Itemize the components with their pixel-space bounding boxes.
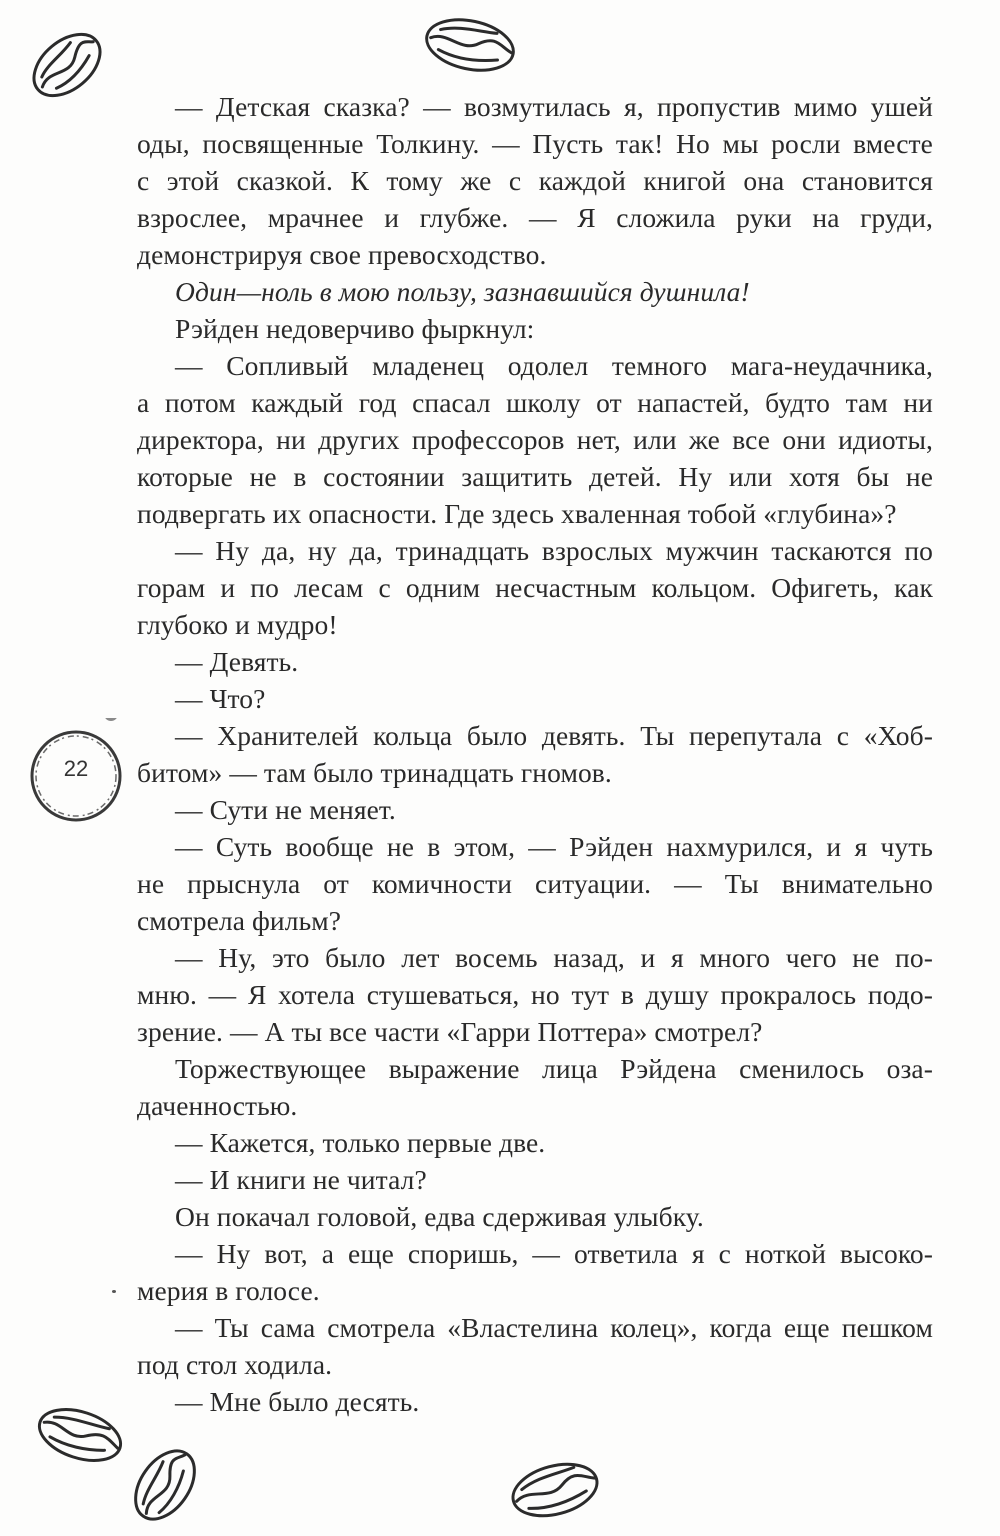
text-line: подвергать их опасности. Где здесь хваленная тобой «глубина»? [137,498,897,529]
text-line: демонстрируя свое превосходство. [137,239,547,270]
text-line: мерия в голосе. [137,1275,320,1306]
text-line: горам и по лесам с одним несчастным кольцом. Офигеть, как [137,572,933,603]
text-line: мню. — Я хотела стушеваться, но тут в душу прокралось подо- [137,979,933,1010]
text-line: — Сути не меняет. [175,794,396,825]
page-number-badge [18,718,128,828]
body-text [137,88,933,1420]
text-line: смотрела фильм? [137,905,342,936]
text-line: — Кажется, только первые две. [175,1127,546,1158]
text-line: с этой сказкой. К тому же с каждой книгой она становится [137,165,933,196]
text-line: которые не в состоянии защитить детей. Ну или хотя бы не [137,461,933,492]
text-line: — Ну вот, а еще споришь, — ответила я с ноткой высоко- [175,1238,933,1269]
text-line: Торжествующее выражение лица Рэйдена сменилось оза- [175,1053,933,1084]
coffee-bean-icon [420,10,520,80]
text-line: — Что? [175,683,266,714]
text-line: — Сопливый младенец одолел темного мага-неудачника, [175,350,933,381]
text-line: — Ну, это было лет восемь назад, и я много чего не по- [175,942,933,973]
ink-speck [112,1290,116,1293]
text-line: — Мне было десять. [175,1386,420,1417]
text-line: взрослее, мрачнее и глубже. — Я сложила руки на груди, [137,202,933,233]
text-line: Один—ноль в мою пользу, зазнавшийся душнила! [175,276,750,307]
text-line: — Ты сама смотрела «Властелина колец», когда еще пешком [175,1312,933,1343]
coffee-bean-icon [125,1440,205,1530]
text-line: Он покачал головой, едва сдерживая улыбку. [175,1201,704,1232]
text-line: — И книги не читал? [175,1164,427,1195]
text-line: даченностью. [137,1090,298,1121]
coffee-bean-icon [505,1455,605,1525]
text-line: а потом каждый год спасал школу от напастей, будто там ни [137,387,933,418]
coffee-bean-icon [22,20,112,110]
text-line: не прыснула от комичности ситуации. — Ты внимательно [137,868,933,899]
text-line: — Девять. [175,646,299,677]
text-line: — Суть вообще не в этом, — Рэйден нахмурился, и я чуть [175,831,933,862]
text-line: — Ну да, ну да, тринадцать взрослых мужчин таскаются по [175,535,933,566]
text-line: — Детская сказка? — возмутилась я, пропустив мимо ушей [175,91,933,122]
text-line: битом» — там было тринадцать гномов. [137,757,612,788]
text-line: оды, посвященные Толкину. — Пусть так! Но мы росли вместе [137,128,933,159]
text-line: под стол ходила. [137,1349,333,1380]
text-line: директора, ни других профессоров нет, или же все они идиоты, [137,424,933,455]
text-line: — Хранителей кольца было девять. Ты перепутала с «Хоб- [175,720,933,751]
page-number: 22 [63,756,89,781]
text-line: Рэйден недоверчиво фыркнул: [175,313,535,344]
text-line: зрение. — А ты все части «Гарри Поттера» смотрел? [137,1016,763,1047]
coffee-bean-icon [30,1400,130,1470]
text-line: глубоко и мудро! [137,609,338,640]
